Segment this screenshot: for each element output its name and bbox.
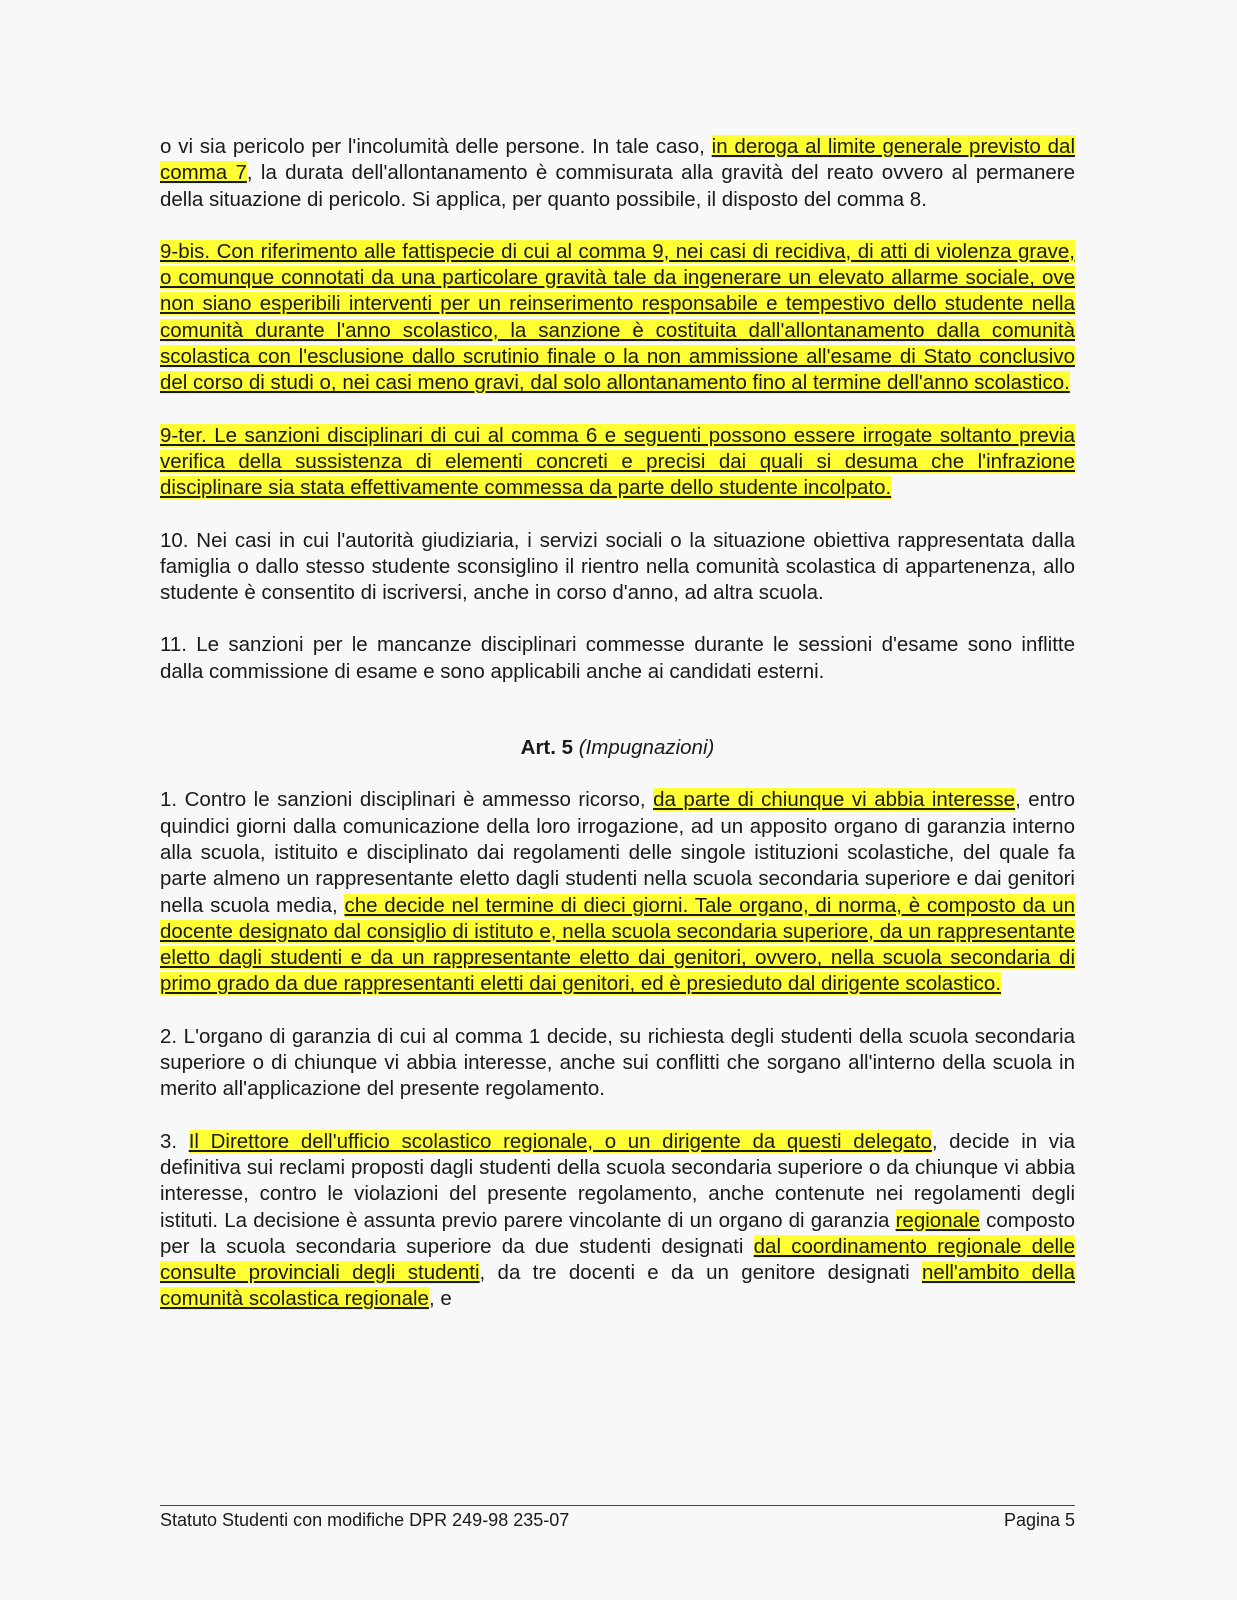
highlighted-text: che decide nel termine di dieci giorni. Tale organo, di norma, è composto da un docente designato dal consiglio di istituto e, nella scuola secondaria superiore, da un rappresentante eletto dagli studenti e da un rappresentante eletto dai genitori, ovvero, nella scuola secondaria di primo grado da due rappresentanti eletti dai genitori, ed è presieduto dal dirigente scolastico. [160, 893, 1075, 996]
heading-subtitle: (Impugnazioni) [578, 736, 715, 760]
paragraph-art5-1 [160, 787, 1075, 997]
text-segment: 10. Nei casi in cui l'autorità giudiziaria, i servizi sociali o la situazione obiettiva rappresentata dalla famiglia o dallo stesso studente sconsiglino il rientro nella comunità scolastica di appartenenza, allo studente è consentito di iscriversi, anche in corso d'anno, ad altra scuola. [160, 528, 1075, 605]
paragraphs-top [160, 134, 1075, 685]
highlighted-text: 9-ter. Le sanzioni disciplinari di cui al comma 6 e seguenti possono essere irrogate soltanto previa verifica della sussistenza di elementi concreti e precisi dai quali si desuma che l'infrazione disciplinare sia stata effettivamente commessa da parte dello studente incolpato. [160, 423, 1075, 500]
highlighted-text: Il Direttore dell'ufficio scolastico regionale, o un dirigente da questi delegato [188, 1129, 932, 1153]
text-segment: o vi sia pericolo per l'incolumità delle persone. In tale caso, [160, 135, 712, 158]
text-segment: , e [428, 1287, 452, 1311]
text-segment: composto per la scuola secondaria superiore da due studenti designati [160, 1208, 1076, 1258]
text-segment: 1. Contro le sanzioni disciplinari è ammesso ricorso, [160, 788, 654, 812]
footer-document-title: Statuto Studenti con modifiche DPR 249-98 235-07 [160, 1510, 570, 1530]
highlighted-text: in deroga al limite generale previsto dal comma 7 [160, 135, 1075, 185]
paragraph-art5-2 [160, 1024, 1075, 1103]
article-heading [160, 735, 1075, 761]
paragraph-10 [160, 528, 1075, 607]
text-segment: , decide in via definitiva sui reclami proposti dagli studenti della scuola secondaria superiore o da chiunque vi abbia interesse, contro le violazioni del presente regolamento, anche contenute nei regolamenti degli istituti. La decisione è assunta previo parere vincolante di un organo di garanzia [160, 1129, 1075, 1232]
text-segment: , la durata dell'allontanamento è commisurata alla gravità del reato ovvero al permanere della situazione di pericolo. Si applica, per quanto possibile, il disposto del comma 8. [160, 161, 1075, 211]
heading-title: Art. 5 [520, 736, 574, 760]
page-footer [160, 1505, 1075, 1531]
paragraph-continuation [160, 134, 1075, 213]
highlighted-text: nell'ambito della comunità scolastica regionale [160, 1261, 1075, 1311]
paragraph-9-bis [160, 239, 1075, 397]
text-segment: , da tre docenti e da un genitore designati [479, 1261, 923, 1285]
paragraph-9-ter [160, 423, 1075, 502]
text-segment: , entro quindici giorni dalla comunicazione della loro irrogazione, ad un apposito organo di garanzia interno alla scuola, istituito e disciplinato dai regolamenti delle singole istituzioni scolastiche, del quale fa parte almeno un rappresentante eletto dagli studenti nella scuola secondaria superiore e dai genitori nella scuola media, [160, 788, 1076, 917]
text-segment: 3. [160, 1129, 189, 1153]
highlighted-text: 9-bis. Con riferimento alle fattispecie di cui al comma 9, nei casi di recidiva, di atti di violenza grave, o comunque connotati da una particolare gravità tale da ingenerare un elevato allarme sociale, ove non siano esperibili interventi per un reinserimento responsabile e tempestivo dello studente nella comunità durante l'anno scolastico, la sanzione è costituita dall'allontanamento dalla comunità scolastica con l'esclusione dallo scrutinio finale o la non ammissione all'esame di Stato conclusivo del corso di studi o, nei casi meno gravi, dal solo allontanamento fino al termine dell'anno scolastico. [160, 239, 1075, 395]
paragraph-art5-3 [160, 1129, 1075, 1313]
paragraphs-bottom [160, 787, 1075, 1312]
highlighted-text: da parte di chiunque vi abbia interesse [653, 788, 1016, 812]
page-content [160, 134, 1075, 1339]
paragraph-11 [160, 632, 1075, 685]
text-segment: 2. L'organo di garanzia di cui al comma 1 decide, su richiesta degli studenti della scuola secondaria superiore o di chiunque vi abbia interesse, anche sui conflitti che sorgano all'interno della scuola in merito all'applicazione del presente regolamento. [160, 1024, 1075, 1101]
text-segment: 11. Le sanzioni per le mancanze disciplinari commesse durante le sessioni d'esame sono inflitte dalla commissione di esame e sono applicabili anche ai candidati esterni. [160, 633, 1075, 683]
highlighted-text: regionale [895, 1208, 980, 1232]
footer-page-number: Pagina 5 [1003, 1510, 1075, 1530]
highlighted-text: dal coordinamento regionale delle consulte provinciali degli studenti [160, 1234, 1075, 1285]
